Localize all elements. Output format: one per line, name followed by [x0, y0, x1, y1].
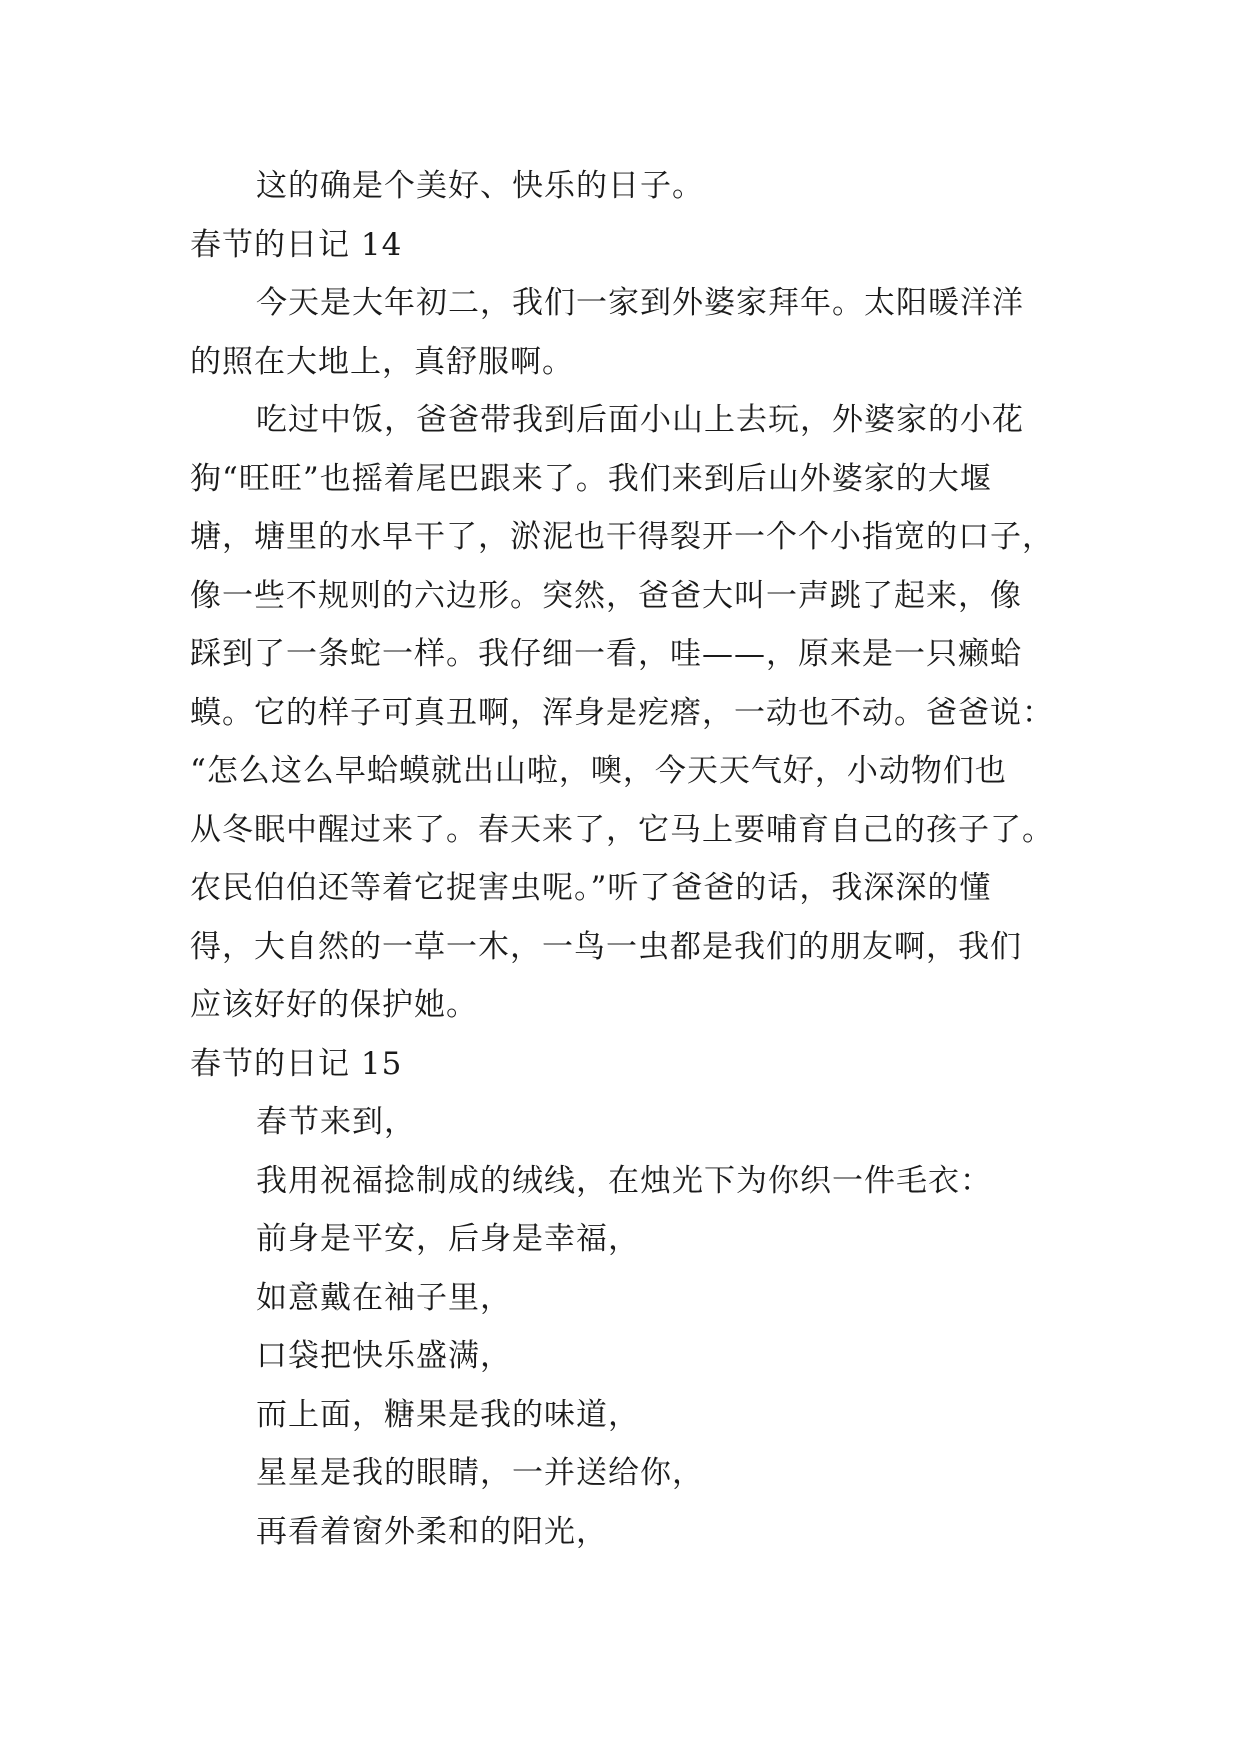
- poem-line: 而上面，糖果是我的味道，: [256, 1396, 640, 1433]
- poem-line: 如意戴在袖子里，: [256, 1279, 512, 1316]
- paragraph-line: 今天是大年初二，我们一家到外婆家拜年。太阳暖洋洋: [256, 285, 1024, 321]
- paragraph-line: 从冬眠中醒过来了。春天来了，它马上要哺育自己的孩子了。: [190, 811, 1054, 848]
- poem-line: 春节来到，: [256, 1104, 416, 1140]
- paragraph-line: “怎么这么早蛤蟆就出山啦，噢，今天天气好，小动物们也: [190, 753, 1007, 789]
- paragraph-line: 像一些不规则的六边形。突然，爸爸大叫一声跳了起来，像: [190, 577, 1022, 614]
- paragraph-line: 的照在大地上，真舒服啊。: [190, 343, 574, 380]
- poem-line: 口袋把快乐盛满，: [256, 1338, 512, 1374]
- paragraph-line: 得，大自然的一草一木，一鸟一虫都是我们的朋友啊，我们: [190, 928, 1022, 965]
- paragraph-line: 应该好好的保护她。: [190, 987, 478, 1023]
- paragraph-line: 踩到了一条蛇一样。我仔细一看，哇——，原来是一只癞蛤: [190, 636, 1022, 672]
- document-page: [190, 157, 1058, 1561]
- poem-line: 星星是我的眼睛，一并送给你，: [256, 1455, 704, 1491]
- paragraph-line: 这的确是个美好、快乐的日子。: [256, 168, 704, 204]
- paragraph-line: 塘，塘里的水早干了，淤泥也干得裂开一个个小指宽的口子，: [190, 519, 1054, 555]
- poem-line: 再看着窗外柔和的阳光，: [256, 1513, 608, 1550]
- poem-line: 我用祝福捻制成的绒线，在烛光下为你织一件毛衣：: [256, 1162, 992, 1199]
- section-heading: 春节的日记 14: [190, 226, 403, 263]
- paragraph-line: 狗“旺旺”也摇着尾巴跟来了。我们来到后山外婆家的大堰: [190, 460, 992, 497]
- paragraph-line: 农民伯伯还等着它捉害虫呢。”听了爸爸的话，我深深的懂: [190, 870, 992, 906]
- paragraph-line: 蟆。它的样子可真丑啊，浑身是疙瘩，一动也不动。爸爸说：: [190, 694, 1054, 731]
- section-heading: 春节的日记 15: [190, 1045, 403, 1082]
- poem-line: 前身是平安，后身是幸福，: [256, 1221, 640, 1257]
- paragraph-line: 吃过中饭，爸爸带我到后面小山上去玩，外婆家的小花: [256, 402, 1024, 438]
